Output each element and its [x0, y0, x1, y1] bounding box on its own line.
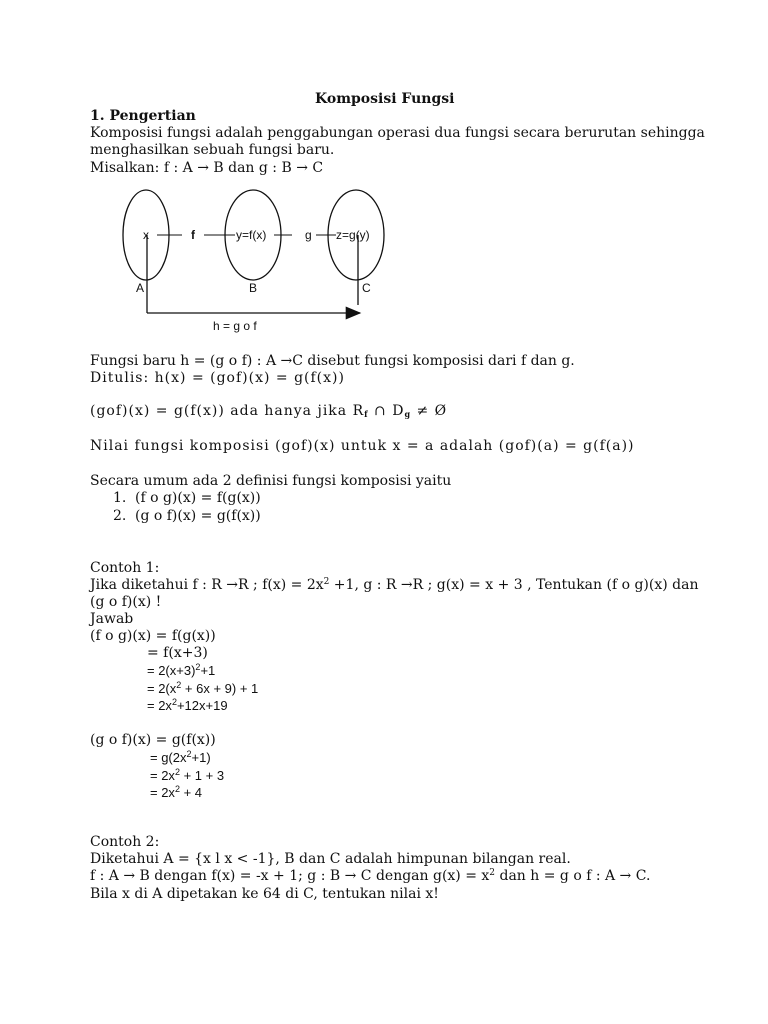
- contoh2-heading: Contoh 2:: [90, 834, 160, 850]
- fog-step: = $2x^2+12x+19$: [147, 697, 228, 713]
- nilai-line: Nilai fungsi komposisi (gof)(x) untuk x = a adalah (gof)(a) = g(f(a)): [90, 438, 635, 454]
- contoh1-question: Jika diketahui f : R →R ; $f(x) = 2x^2 +1$, g : R →R ; g(x) = x + 3 , Tentukan (f o g)(x) dan: [90, 577, 699, 593]
- contoh2-line: Diketahui A = {x l x < -1}, B dan C adalah himpunan bilangan real.: [90, 851, 571, 867]
- fog-step: = $2(x+3)^2+1$: [147, 662, 216, 678]
- fog-step: = f(x+3): [147, 645, 208, 661]
- gof-step: = $g(2x^2+1)$: [150, 749, 211, 765]
- list-item: 2. (g o f)(x) = g(f(x)): [113, 508, 261, 524]
- label-y: y=f(x): [236, 228, 267, 242]
- label-x: x: [143, 228, 149, 242]
- contoh2-line: f : A → B dengan f(x) = -x + 1; g : B → C dengan $g(x) = x^2$ dan h = g o f : A → C.: [90, 868, 651, 884]
- section-heading-pengertian: 1. Pengertian: [90, 108, 196, 124]
- list-item: 1. (f o g)(x) = f(g(x)): [113, 490, 261, 506]
- jawab-label: Jawab: [90, 611, 134, 627]
- label-f: f: [191, 228, 195, 242]
- fungsi-baru-line: Fungsi baru h = (g o f) : A →C disebut fungsi komposisi dari f dan g.: [90, 353, 575, 369]
- page-title: Komposisi Fungsi: [315, 91, 455, 107]
- gof-step: (g o f)(x) = g(f(x)): [90, 732, 216, 748]
- label-g: g: [305, 228, 312, 242]
- gof-step: = $2x^2 + 4$: [150, 784, 202, 800]
- label-h: h = g o f: [213, 319, 257, 333]
- syarat-line: (gof)(x) = g(f(x)) ada hanya jika $R_f$ ∩ $D_g$ ≠ Ø: [90, 403, 448, 419]
- label-z: z=g(y): [336, 228, 370, 242]
- contoh2-line: Bila x di A dipetakan ke 64 di C, tentukan nilai x!: [90, 886, 439, 902]
- ditulis-line: Ditulis: h(x) = (gof)(x) = g(f(x)): [90, 370, 345, 386]
- label-set-a: A: [136, 281, 145, 295]
- gof-step: = $2x^2 + 1 + 3$: [150, 767, 225, 783]
- label-set-b: B: [249, 281, 258, 295]
- paragraph-line: menghasilkan sebuah fungsi baru.: [90, 142, 335, 158]
- paragraph-line: Komposisi fungsi adalah penggabungan operasi dua fungsi secara berurutan sehingga: [90, 125, 705, 141]
- composition-diagram: [0, 180, 768, 340]
- fog-step: = $2(x^2 + 6x + 9) + 1$: [147, 680, 259, 696]
- fog-step: (f o g)(x) = f(g(x)): [90, 628, 216, 644]
- contoh1-heading: Contoh 1:: [90, 560, 160, 576]
- misalkan-line: Misalkan: f : A → B dan g : B → C: [90, 160, 324, 176]
- contoh1-question-cont: (g o f)(x) !: [90, 594, 162, 610]
- general-intro: Secara umum ada 2 definisi fungsi komposisi yaitu: [90, 473, 452, 489]
- label-set-c: C: [362, 281, 371, 295]
